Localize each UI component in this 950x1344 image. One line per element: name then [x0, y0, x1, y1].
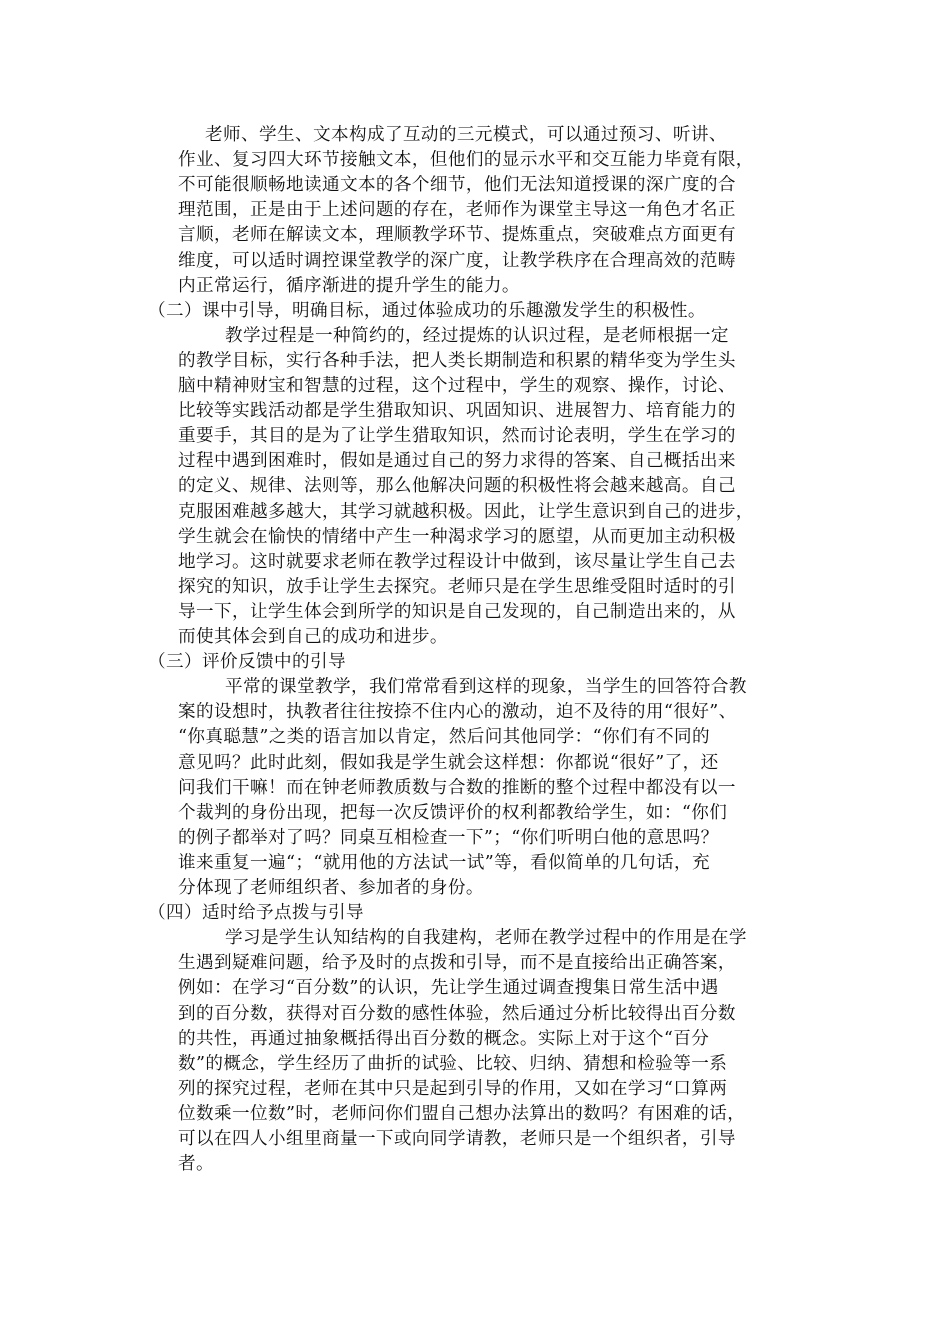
paragraph-3-line-7: 的例子都举对了吗？同桌互相检查一下”；“你们听明白他的意思吗？: [178, 827, 719, 848]
paragraph-2-line-11: 探究的知识，放手让学生去探究。老师只是在学生思维受阻时适时的引: [178, 576, 736, 597]
paragraph-1-line-4: 理范围，正是由于上述问题的存在，老师作为课堂主导这一角色才名正: [178, 200, 736, 221]
paragraph-3-line-4: 意见吗？此时此刻，假如我是学生就会这样想：你都说“很好”了，还: [178, 752, 719, 773]
paragraph-1-line-3: 不可能很顺畅地读通文本的各个细节，他们无法知道授课的深广度的合: [178, 175, 736, 196]
paragraph-4-line-5: 的共性，再通过抽象概括得出百分数的概念。实际上对于这个“百分: [178, 1028, 710, 1049]
paragraph-4-line-6: 数”的概念，学生经历了曲折的试验、比较、归纳、猜想和检验等一系: [178, 1053, 728, 1074]
paragraph-4-line-3: 例如：在学习“百分数”的认识，先让学生通过调查搜集日常生活中遇: [178, 978, 719, 999]
paragraph-1-line-2: 作业、复习四大环节接触文本，但他们的显示水平和交互能力毕竟有限，: [178, 150, 754, 171]
paragraph-2-line-9: 学生就会在愉快的情绪中产生一种渴求学习的愿望，从而更加主动积极: [178, 526, 736, 547]
paragraph-4-line-9: 可以在四人小组里商量一下或向同学请教，老师只是一个组织者，引导: [178, 1129, 736, 1149]
paragraph-3-line-1: 平常的课堂教学，我们常常看到这样的现象，当学生的回答符合教: [225, 677, 747, 698]
paragraph-1-line-6: 维度，可以适时调控课堂教学的深广度，让教学秩序在合理高效的范畴: [178, 250, 736, 271]
paragraph-2-line-13: 而使其体会到自己的成功和进步。: [178, 627, 448, 647]
paragraph-3-line-5: 问我们干嘛！而在钟老师教质数与合数的推断的整个过程中都没有以一: [178, 777, 736, 798]
paragraph-4-line-7: 列的探究过程，老师在其中只是起到引导的作用，又如在学习“口算两: [178, 1078, 728, 1099]
paragraph-2-line-3: 脑中精神财宝和智慧的过程，这个过程中，学生的观察、操作，讨论、: [178, 376, 736, 396]
paragraph-4-line-8: 位数乘一位数”时，老师问你们盟自己想办法算出的数吗？有困难的话，: [178, 1103, 746, 1124]
paragraph-3-line-8: 谁来重复一遍“；“就用他的方法试一试”等，看似简单的几句话，充: [178, 852, 711, 873]
paragraph-2-line-7: 的定义、规律、法则等，那么他解决问题的积极性将会越来越高。自己: [178, 476, 736, 497]
paragraph-1-line-1: 老师、学生、文本构成了互动的三元模式，可以通过预习、听讲、: [205, 125, 727, 145]
paragraph-2-line-5: 重要手，其目的是为了让学生猎取知识，然而讨论表明，学生在学习的: [178, 426, 736, 447]
paragraph-2-line-1: 教学过程是一种简约的，经过提炼的认识过程，是老师根据一定: [225, 325, 729, 346]
section-heading-4: （四）适时给予点拨与引导: [148, 903, 364, 924]
paragraph-2-line-8: 克服困难越多越大，其学习就越积极。因此，让学生意识到自己的进步，: [178, 501, 754, 522]
paragraph-2-line-10: 地学习。这时就要求老师在教学过程设计中做到，该尽量让学生自己去: [178, 551, 736, 572]
paragraph-2-line-2: 的教学目标，实行各种手法，把人类长期制造和积累的精华变为学生头: [178, 350, 736, 371]
paragraph-4-line-2: 生遇到疑难问题，给予及时的点拨和引导，而不是直接给出正确答案，: [178, 953, 736, 974]
paragraph-2-line-4: 比较等实践活动都是学生猎取知识、巩固知识、进展智力、培育能力的: [178, 401, 736, 422]
paragraph-3-line-9: 分体现了老师组织者、参加者的身份。: [178, 878, 484, 898]
section-heading-3: （三）评价反馈中的引导: [148, 652, 346, 673]
paragraph-2-line-12: 导一下，让学生体会到所学的知识是自己发现的，自己制造出来的，从: [178, 601, 736, 622]
paragraph-4-line-10: 者。: [178, 1154, 214, 1175]
paragraph-4-line-4: 到的百分数，获得对百分数的感性体验，然后通过分析比较得出百分数: [178, 1003, 736, 1024]
paragraph-1-line-5: 言顺，老师在解读文本，理顺教学环节、提炼重点，突破难点方面更有: [178, 225, 736, 246]
paragraph-3-line-3: “你真聪慧”之类的语言加以肯定，然后问其他同学：“你们有不同的: [178, 727, 711, 748]
section-heading-2: （二）课中引导，明确目标，通过体验成功的乐趣激发学生的积极性。: [148, 300, 706, 321]
paragraph-3-line-2: 案的设想时，执教者往往按捺不住内心的激动，迫不及待的用“很好”、: [178, 702, 737, 723]
paragraph-2-line-6: 过程中遇到困难时，假如是通过自己的努力求得的答案、自己概括出来: [178, 451, 736, 472]
paragraph-1-line-7: 内正常运行，循序渐进的提升学生的能力。: [178, 275, 520, 296]
paragraph-3-line-6: 个裁判的身份出现，把每一次反馈评价的权利都教给学生，如：“你们: [178, 802, 728, 823]
paragraph-4-line-1: 学习是学生认知结构的自我建构，老师在教学过程中的作用是在学: [225, 928, 747, 949]
